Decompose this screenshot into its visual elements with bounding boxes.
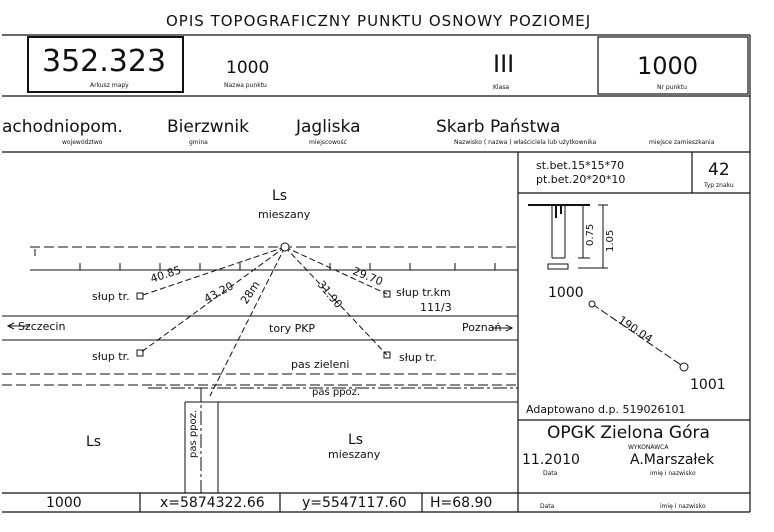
- owner-label: Nazwisko ( nazwa ) właściciela lub użytkownika: [454, 139, 597, 146]
- pole-label-2-sub: 111/3: [420, 301, 452, 314]
- marker-line-1: st.bet.15*15*70: [536, 159, 625, 172]
- side-point-a: 1000: [548, 285, 584, 301]
- contractor-name: OPGK Zielona Góra: [547, 423, 710, 443]
- distance-label-2: 43.20: [201, 279, 236, 306]
- marker-type-label: Typ znaku: [704, 182, 734, 189]
- locality: Jagliska: [296, 117, 361, 137]
- sheet-number: 352.323: [42, 44, 167, 79]
- distance-label-4: 31.90: [314, 278, 345, 311]
- left-direction: Szczecin: [18, 320, 66, 333]
- voivodeship: achodniopom.: [2, 117, 123, 137]
- pole-label-4: słup tr.: [399, 351, 437, 364]
- point-name-label: Nazwa punktu: [224, 82, 267, 89]
- forest-bottom-sub: mieszany: [328, 448, 381, 461]
- distance-label-5: 29.70: [350, 264, 385, 289]
- fire-strip-v-label: pas ppoz.: [188, 409, 199, 458]
- pole-label-2: słup tr.km: [396, 286, 451, 299]
- depth-label-2: 1.05: [605, 229, 616, 252]
- green-strip-label: pas zieleni: [291, 358, 350, 371]
- footer-h: H=68.90: [430, 495, 493, 511]
- side-point-b: 1001: [690, 377, 726, 393]
- pole-label-3: słup tr.: [92, 350, 130, 363]
- page-title: OPIS TOPOGRAFICZNY PUNKTU OSNOWY POZIOMEJ: [166, 12, 592, 30]
- marker-type: 42: [708, 160, 730, 180]
- right-direction: Poznań: [462, 321, 502, 334]
- side-distance: 190.04: [615, 313, 655, 346]
- railway-label: tory PKP: [269, 322, 316, 335]
- contractor-date-label: Data: [543, 470, 558, 477]
- forest-bottom-label: Ls: [348, 432, 364, 448]
- forest-top-label: Ls: [272, 188, 288, 204]
- class-label: Klasa: [493, 84, 510, 91]
- locality-label: miejscowość: [309, 139, 347, 146]
- distance-label-1: 40.85: [148, 263, 183, 286]
- sheet-label: Arkusz mapy: [90, 82, 129, 89]
- contractor-person-label: imię i nazwisko: [650, 470, 696, 477]
- adapted-note: Adaptowano d.p. 519026101: [526, 403, 686, 416]
- voivodeship-label: województwo: [62, 139, 103, 146]
- owner: Skarb Państwa: [436, 117, 561, 137]
- footer-date-label: Data: [540, 503, 555, 510]
- footer-x: x=5874322.66: [160, 495, 265, 511]
- pole-label-1: słup tr.: [92, 290, 130, 303]
- commune: Bierzwnik: [167, 117, 250, 137]
- footer-person-label: imię i nazwisko: [660, 503, 706, 510]
- residence-label: miejsce zamieszkania: [649, 139, 715, 146]
- class-value: III: [493, 50, 515, 78]
- footer-y: y=5547117.60: [302, 495, 407, 511]
- point-number-label: Nr punktu: [657, 84, 687, 91]
- forest-left-label: Ls: [86, 434, 102, 450]
- depth-label-1: 0.75: [585, 223, 596, 246]
- marker-line-2: pt.bet.20*20*10: [536, 173, 626, 186]
- footer-point: 1000: [46, 495, 82, 511]
- contractor-person: A.Marszałek: [630, 452, 715, 468]
- road-ticks: [35, 249, 495, 270]
- contractor-label: WYKONAWCA: [628, 444, 669, 451]
- distance-label-3: 28m: [238, 278, 263, 307]
- point-number: 1000: [637, 52, 699, 80]
- commune-label: gmina: [189, 139, 208, 146]
- forest-top-sub: mieszany: [258, 208, 311, 221]
- point-name: 1000: [226, 58, 270, 78]
- fire-strip-h-label: pas ppoz.: [312, 387, 361, 398]
- contractor-date: 11.2010: [522, 452, 580, 468]
